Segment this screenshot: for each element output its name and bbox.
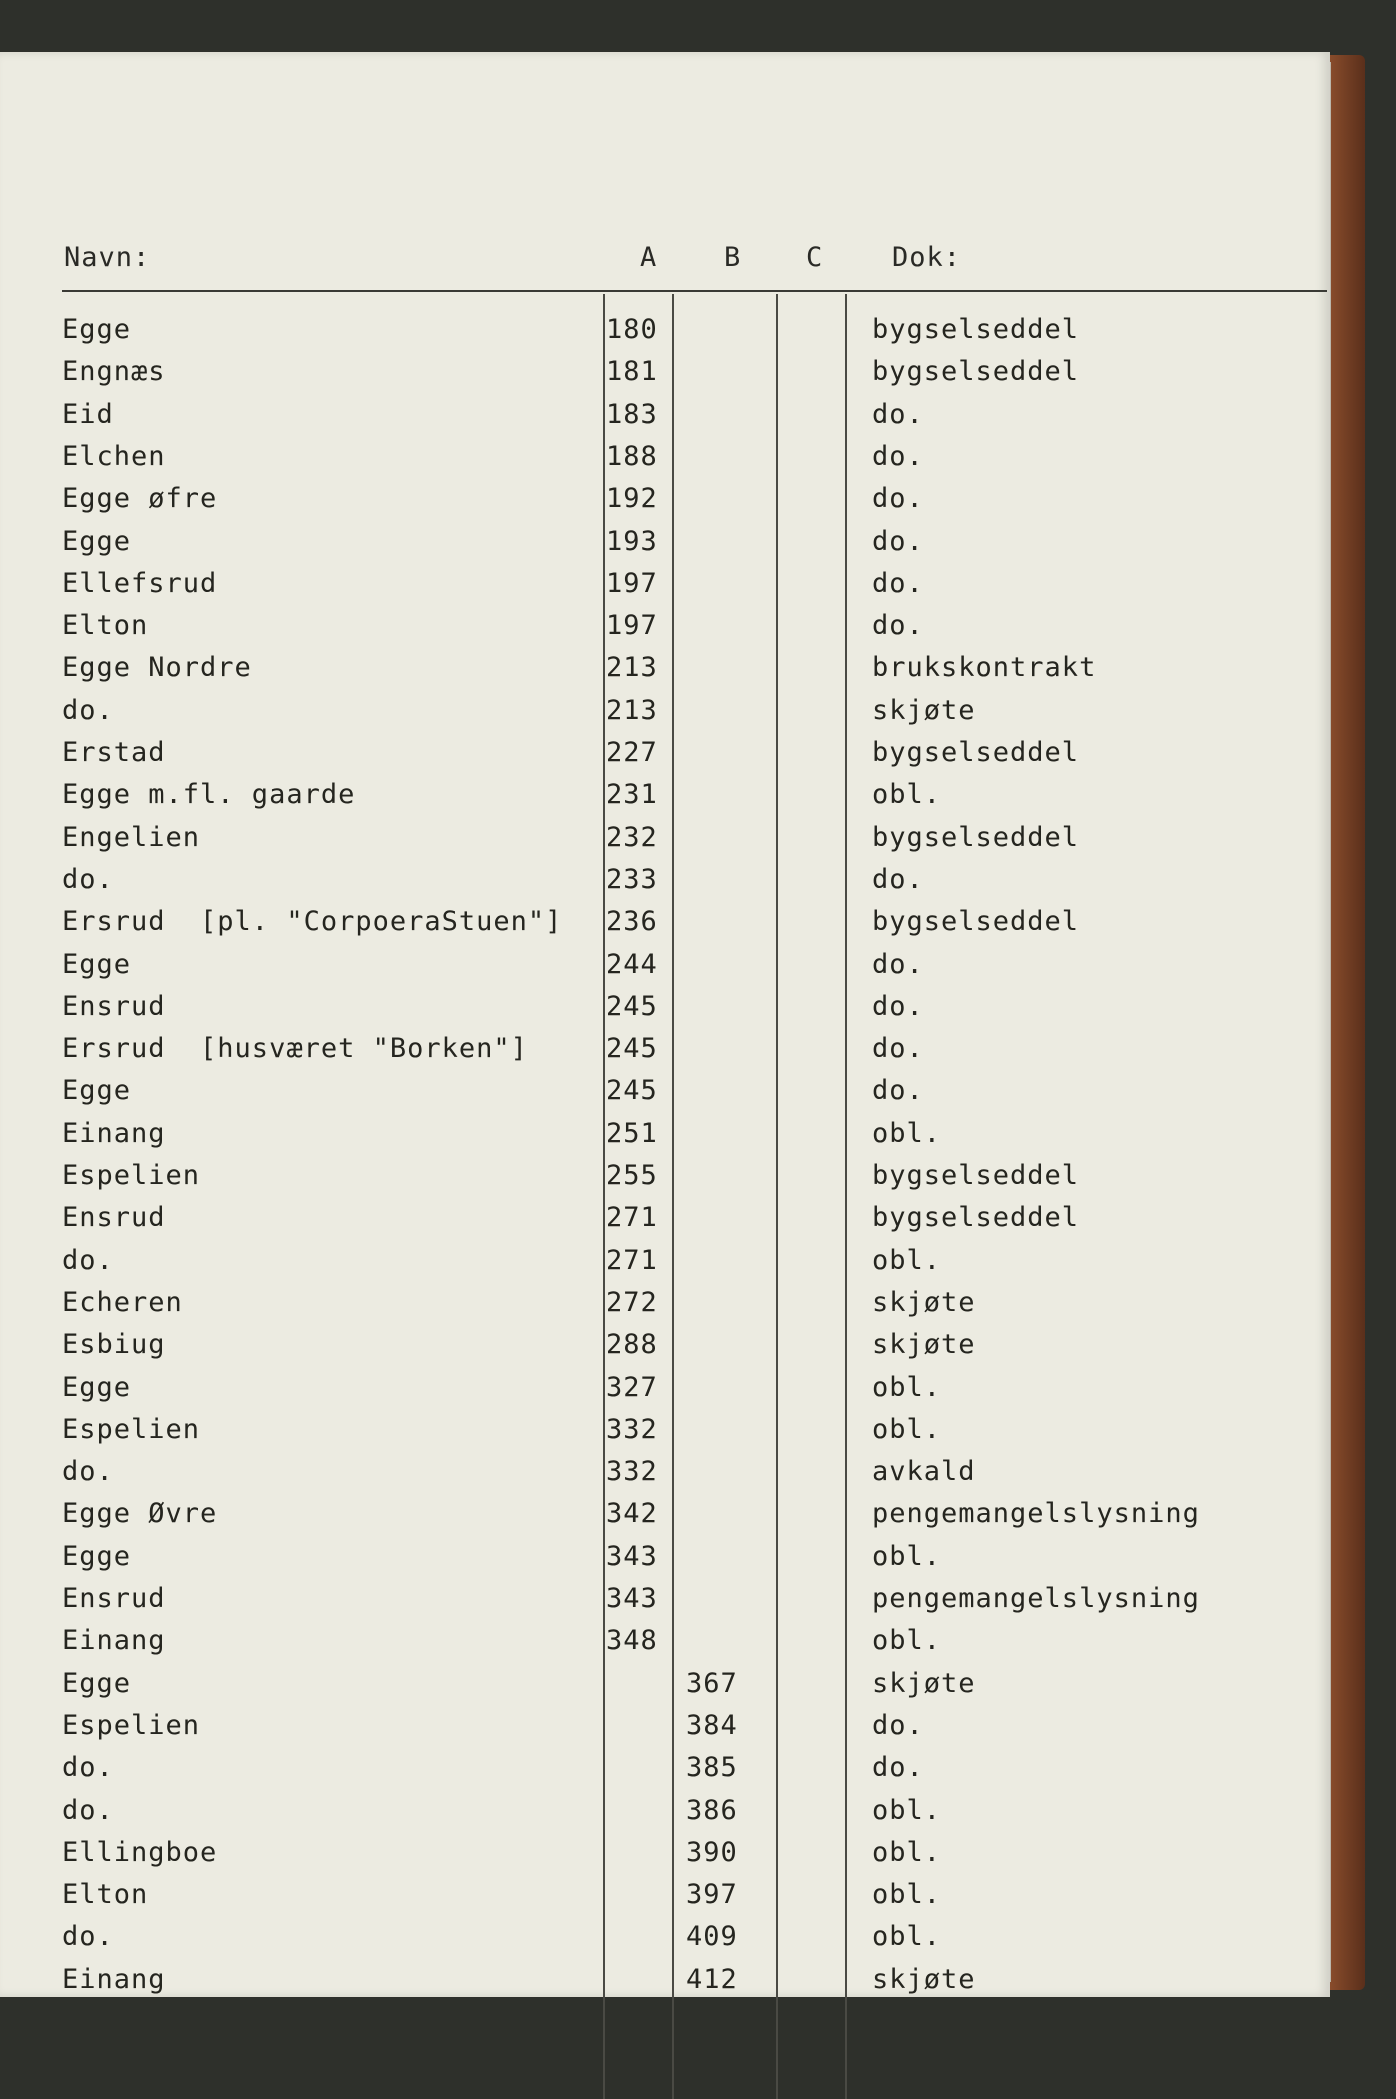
row-col-a: 192 [606,483,658,515]
row-dok: bygselseddel [872,1202,1080,1234]
row-name: Espelien [62,1413,201,1445]
row-dok: do. [872,1709,924,1741]
ledger-row [0,1329,1330,1371]
row-name: Ellefsrud [62,567,218,599]
row-dok: skjøte [872,1286,976,1318]
row-col-b: 409 [686,1921,738,1953]
ledger-row [0,864,1330,906]
row-name: Ensrud [62,1583,166,1614]
row-name: Eid [62,398,114,430]
ledger-row [0,441,1330,483]
ledger-row [0,1033,1330,1075]
row-name: Ensrud [62,990,166,1022]
row-name: do. [62,1752,114,1784]
row-col-a: 227 [606,737,658,768]
ledger-row [0,1625,1330,1667]
row-dok: bygselseddel [872,821,1080,853]
ledger-row [0,1795,1330,1837]
row-dok: obl. [872,1117,942,1149]
header-dok: Dok: [892,242,962,273]
row-name: Espelien [62,1160,201,1191]
ledger-row [0,1837,1330,1879]
row-name: Egge m.fl. gaarde [62,779,356,811]
ledger-row [0,1456,1330,1498]
row-name: Erstad [62,737,166,768]
row-col-a: 271 [606,1244,658,1276]
row-name: Esbiug [62,1329,166,1361]
row-name: Ensrud [62,1202,166,1234]
row-col-a: 233 [606,863,658,895]
ledger-row [0,1964,1330,2006]
row-col-a: 343 [606,1583,658,1614]
row-col-b: 390 [686,1836,738,1868]
row-name: Egge [62,1075,132,1107]
row-col-a: 213 [606,652,658,684]
row-dok: obl. [872,1625,942,1657]
row-dok: avkald [872,1456,976,1488]
row-col-b: 385 [686,1752,738,1784]
row-col-a: 251 [606,1117,658,1149]
row-col-a: 188 [606,440,658,472]
ledger-row [0,1118,1330,1160]
row-name: Engelien [62,821,201,853]
ledger-row [0,949,1330,991]
row-dok: do. [872,948,924,980]
ledger-row [0,779,1330,821]
ledger-row [0,526,1330,568]
row-name: Echeren [62,1286,183,1318]
ledger-row [0,737,1330,779]
ledger-row [0,1202,1330,1244]
row-name: Engnæs [62,356,166,388]
row-dok: bygselseddel [872,1160,1080,1191]
row-name: Elton [62,1879,149,1911]
row-name: Egge [62,1371,132,1403]
row-dok: do. [872,990,924,1022]
row-dok: obl. [872,1836,942,1868]
header-col-b: B [724,242,742,273]
row-col-a: 183 [606,398,658,430]
row-name: Ellingboe [62,1836,218,1868]
ledger-row [0,483,1330,525]
row-name: do. [62,1456,114,1488]
ledger-row [0,652,1330,694]
row-dok: obl. [872,1540,942,1572]
header-navn: Navn: [64,242,151,273]
row-col-a: 332 [606,1413,658,1445]
row-name: do. [62,694,114,726]
row-col-b: 367 [686,1667,738,1699]
ledger-row [0,822,1330,864]
row-col-a: 255 [606,1160,658,1191]
ledger-row [0,1414,1330,1456]
row-col-a: 236 [606,906,658,938]
row-col-b: 384 [686,1709,738,1741]
row-name: Egge Nordre [62,652,252,684]
ledger-row [0,1372,1330,1414]
ledger-row [0,399,1330,441]
row-name: Espelien [62,1709,201,1741]
row-col-a: 245 [606,990,658,1022]
row-dok: obl. [872,1371,942,1403]
row-dok: bygselseddel [872,356,1080,388]
ledger-row [0,1710,1330,1752]
ledger-page [0,52,1330,1997]
row-dok: do. [872,525,924,557]
row-dok: do. [872,1752,924,1784]
row-name: Egge [62,1540,132,1572]
ledger-row [0,314,1330,356]
row-dok: do. [872,567,924,599]
row-col-a: 272 [606,1286,658,1318]
row-name: Einang [62,1117,166,1149]
row-dok: do. [872,440,924,472]
row-dok: do. [872,1075,924,1107]
ledger-row [0,1541,1330,1583]
row-name: Einang [62,1625,166,1657]
row-dok: skjøte [872,1329,976,1361]
header-col-c: C [806,242,824,273]
header-col-a: A [640,242,658,273]
row-dok: obl. [872,1244,942,1276]
row-col-a: 180 [606,314,658,345]
row-col-a: 245 [606,1075,658,1107]
ledger-row [0,1583,1330,1625]
ledger-row [0,1921,1330,1963]
ledger-row [0,1160,1330,1202]
ledger-row [0,1287,1330,1329]
row-name: do. [62,1794,114,1826]
row-name: Einang [62,1963,166,1995]
row-dok: bygselseddel [872,314,1080,345]
row-dok: do. [872,863,924,895]
ledger-row [0,1752,1330,1794]
row-col-a: 271 [606,1202,658,1234]
row-dok: do. [872,483,924,515]
row-dok: do. [872,1033,924,1065]
row-col-a: 245 [606,1033,658,1065]
ledger-row [0,1075,1330,1117]
row-col-a: 288 [606,1329,658,1361]
row-dok: obl. [872,1413,942,1445]
row-col-a: 342 [606,1498,658,1530]
row-col-a: 213 [606,694,658,726]
row-dok: bygselseddel [872,737,1080,768]
row-col-b: 412 [686,1963,738,1995]
row-name: do. [62,1244,114,1276]
row-name: Egge [62,525,132,557]
header-rule [62,290,1327,292]
row-dok: obl. [872,1794,942,1826]
row-name: Egge [62,948,132,980]
ledger-row [0,1668,1330,1710]
row-dok: skjøte [872,1667,976,1699]
row-name: Egge [62,1667,132,1699]
row-dok: do. [872,398,924,430]
row-dok: do. [872,610,924,642]
row-name: Ersrud [pl. "CorpoeraStuen"] [62,906,563,938]
row-col-a: 197 [606,567,658,599]
row-col-a: 348 [606,1625,658,1657]
ledger-row [0,610,1330,652]
row-col-b: 397 [686,1879,738,1911]
row-dok: bygselseddel [872,906,1080,938]
row-name: Egge [62,314,132,345]
row-name: Egge øfre [62,483,218,515]
ledger-row [0,695,1330,737]
row-col-a: 181 [606,356,658,388]
row-dok: obl. [872,1879,942,1911]
ledger-row [0,568,1330,610]
ledger-row [0,906,1330,948]
row-col-a: 231 [606,779,658,811]
ledger-row [0,991,1330,1033]
row-name: do. [62,1921,114,1953]
row-dok: skjøte [872,1963,976,1995]
row-col-a: 197 [606,610,658,642]
ledger-row [0,356,1330,398]
ledger-row [0,1498,1330,1540]
ledger-row [0,1245,1330,1287]
row-dok: pengemangelslysning [872,1498,1200,1530]
row-dok: skjøte [872,694,976,726]
row-col-b: 386 [686,1794,738,1826]
row-name: Egge Øvre [62,1498,218,1530]
row-col-a: 232 [606,821,658,853]
row-col-a: 193 [606,525,658,557]
row-dok: pengemangelslysning [872,1583,1200,1614]
row-dok: brukskontrakt [872,652,1097,684]
row-dok: obl. [872,779,942,811]
row-col-a: 343 [606,1540,658,1572]
row-name: Elchen [62,440,166,472]
ledger-row [0,1879,1330,1921]
row-col-a: 244 [606,948,658,980]
row-name: do. [62,863,114,895]
row-name: Elton [62,610,149,642]
row-name: Ersrud [husværet "Borken"] [62,1033,528,1065]
row-dok: obl. [872,1921,942,1953]
row-col-a: 327 [606,1371,658,1403]
row-col-a: 332 [606,1456,658,1488]
